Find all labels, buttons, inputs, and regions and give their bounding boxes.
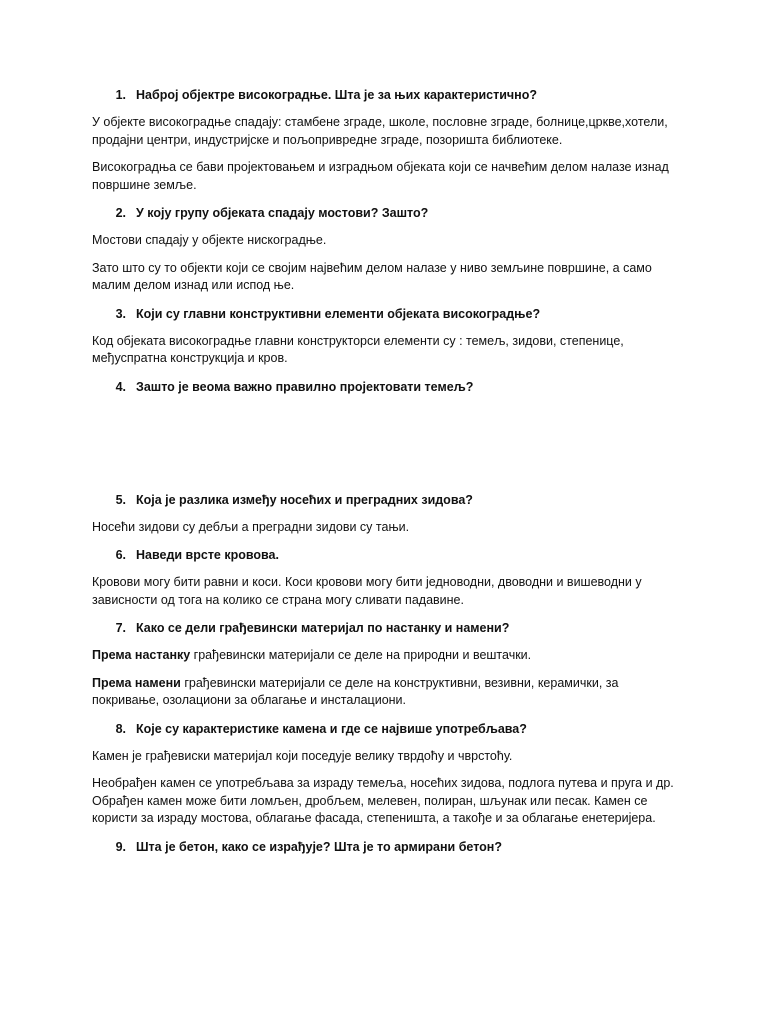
question-block-3	[92, 305, 680, 368]
answer-paragraph: Високоградња се бави пројектовањем и изградњом објеката који се начвећим делом налазе изнад површине земље.	[92, 160, 669, 192]
bold-lead: Према настанку	[92, 648, 191, 662]
question-text: Зашто је веома важно правилно пројектовати темељ?	[136, 379, 474, 394]
answer-paragraph	[92, 647, 680, 665]
answer-paragraph: У објекте високоградње спадају: стамбене зграде, школе, пословне зграде, болнице,цркве,хотели, продајни центри, индустријске и пољопривредне зграде, позоришта библиотеке.	[92, 115, 668, 147]
answer-text: грађевински материјали се деле на конструктивни, везивни, керамички, за покривање, озолациони за облагање и инсталациони.	[92, 675, 619, 707]
question-number: 3.	[115, 306, 126, 321]
question-block-1	[92, 86, 680, 194]
question-block-7	[92, 619, 680, 710]
answer-paragraph: Зато што су то објекти који се својим највећим делом налазе у ниво земљине површине, а само малим делом изнад или испод ње.	[92, 260, 652, 292]
answer-paragraph: Камен је грађевиски материјал који поседује велику тврдоћу и чврстоћу.	[92, 748, 513, 763]
question-text: Које су карактеристике камена и где се највише употребљава?	[136, 721, 527, 736]
question-block-4	[92, 378, 680, 491]
answer-paragraph: Носећи зидови су дебљи а преградни зидови су тањи.	[92, 519, 410, 534]
question-heading	[92, 619, 680, 637]
question-number: 1.	[115, 88, 126, 102]
question-text: У коју групу објеката спадају мостови? Зашто?	[136, 206, 429, 220]
question-heading	[92, 305, 680, 323]
answer-text: грађевински материјали се деле на природни и вештачки.	[190, 648, 532, 662]
answer-paragraph: Кровови могу бити равни и коси. Коси кровови могу бити једноводни, двоводни и вишеводни у зависности од тога на колико се страна могу сливати падавине.	[92, 575, 642, 607]
question-text: Како се дели грађевински материјал по настанку и намени?	[136, 621, 510, 635]
question-block-8	[92, 720, 680, 828]
question-heading	[92, 491, 680, 509]
question-text: Наведи врсте кровова.	[136, 548, 279, 562]
answer-paragraph: Код објеката високоградње главни конструкторси елементи су : темељ, зидови, степенице, међуспратна конструкција и кров.	[92, 333, 624, 365]
bold-lead: Према намени	[92, 675, 181, 690]
question-block-2	[92, 204, 680, 295]
answer-paragraph	[92, 675, 680, 710]
question-heading	[92, 378, 680, 396]
question-number: 2.	[115, 206, 126, 220]
question-text: Који су главни конструктивни елементи објеката високоградње?	[136, 306, 541, 321]
question-number: 9.	[115, 839, 126, 854]
blank-answer-space	[92, 406, 680, 491]
question-number: 8.	[115, 721, 126, 736]
question-block-9	[92, 838, 680, 856]
question-block-5	[92, 491, 680, 537]
question-heading	[92, 720, 680, 738]
question-text: Шта је бетон, како се израђује? Шта је то армирани бетон?	[136, 839, 502, 854]
question-number: 4.	[115, 379, 126, 394]
question-heading	[92, 838, 680, 856]
answer-paragraph: Мостови спадају у објекте нискоградње.	[92, 233, 327, 247]
question-block-6	[92, 546, 680, 609]
answer-paragraph: Необрађен камен се употребљава за израду темеља, носећих зидова, подлога путева и пруга и др. Обрађен камен може бити ломљен, дробљем, мелевен, полиран, шљунак или песак. Камен се користи за израду мостова, облагање фасада, степеништа, а такође и за облагање енетеријера.	[92, 776, 674, 825]
question-number: 5.	[115, 492, 126, 507]
question-heading	[92, 546, 680, 564]
question-number: 6.	[115, 548, 126, 562]
question-text: Наброј објектре високоградње. Шта је за њих карактеристично?	[136, 88, 537, 102]
question-text: Која је разлика између носећих и преградних зидова?	[136, 492, 473, 507]
question-heading	[92, 86, 680, 104]
question-heading	[92, 204, 680, 222]
question-number: 7.	[115, 621, 126, 635]
